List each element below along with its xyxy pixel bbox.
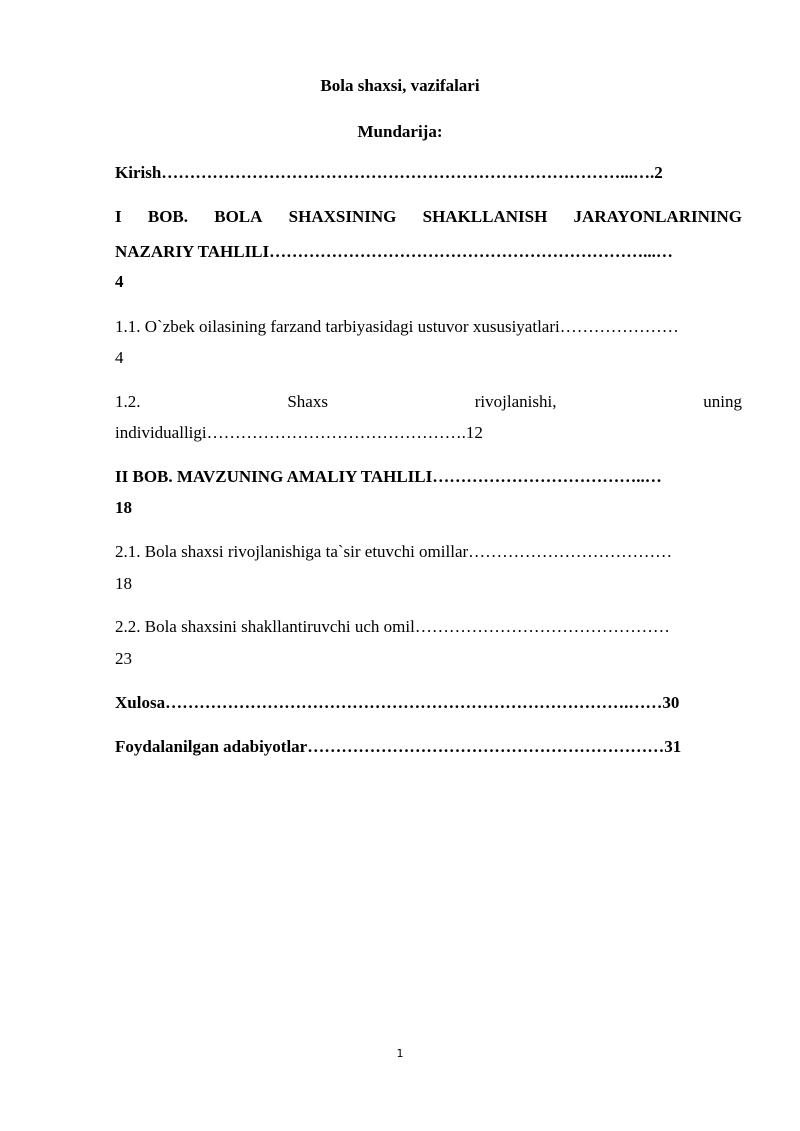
toc-entry-1-1-page: 4: [115, 348, 124, 367]
toc-word: SHAXSINING: [288, 207, 397, 226]
toc-entry-1-2-line1: [115, 392, 742, 412]
toc-entry-2-2-page: 23: [115, 649, 132, 668]
toc-word: BOLA: [214, 207, 263, 226]
toc-word: JARAYONLARINING: [573, 207, 742, 226]
toc-entry-2-1: 2.1. Bola shaxsi rivojlanishiga ta`sir etuvchi omillar………………………………: [115, 542, 673, 561]
toc-entry-chapter1-line2: NAZARIY TAHLILI…………………………………………………………...…: [115, 242, 673, 261]
toc-word: I: [115, 207, 122, 226]
toc-word: SHAKLLANISH: [422, 207, 548, 226]
toc-entry-chapter2: II BOB. MAVZUNING AMALIY TAHLILI………………………………..…: [115, 467, 662, 486]
toc-entry-1-2-line2: individualligi……………………………………….12: [115, 423, 483, 442]
toc-entry-xulosa: Xulosa……………………………………………………………………….……30: [115, 693, 680, 712]
toc-entry-1-1: 1.1. O`zbek oilasining farzand tarbiyasidagi ustuvor xususiyatlari…………………: [115, 317, 679, 336]
toc-entry-kirish: Kirish………………………………………………………………………...….2: [115, 163, 663, 182]
toc-word: BOB.: [147, 207, 189, 226]
toc-entry-2-2: 2.2. Bola shaxsini shakllantiruvchi uch omil………………………………………: [115, 617, 670, 636]
toc-entry-chapter2-page: 18: [115, 498, 132, 517]
toc-word: uning: [703, 392, 742, 411]
toc-word: rivojlanishi,: [474, 392, 557, 411]
toc-entry-chapter1-page: 4: [115, 272, 124, 291]
toc-entry-chapter1-line1: [115, 207, 742, 227]
toc-entry-2-1-page: 18: [115, 574, 132, 593]
toc-word: Shaxs: [287, 392, 328, 411]
document-title: Bola shaxsi, vazifalari: [320, 76, 480, 95]
toc-heading: Mundarija:: [357, 122, 443, 141]
page-number: 1: [396, 1047, 404, 1060]
toc-entry-adabiyotlar: Foydalanilgan adabiyotlar………………………………………………………31: [115, 737, 682, 756]
toc-word: 1.2.: [115, 392, 141, 411]
